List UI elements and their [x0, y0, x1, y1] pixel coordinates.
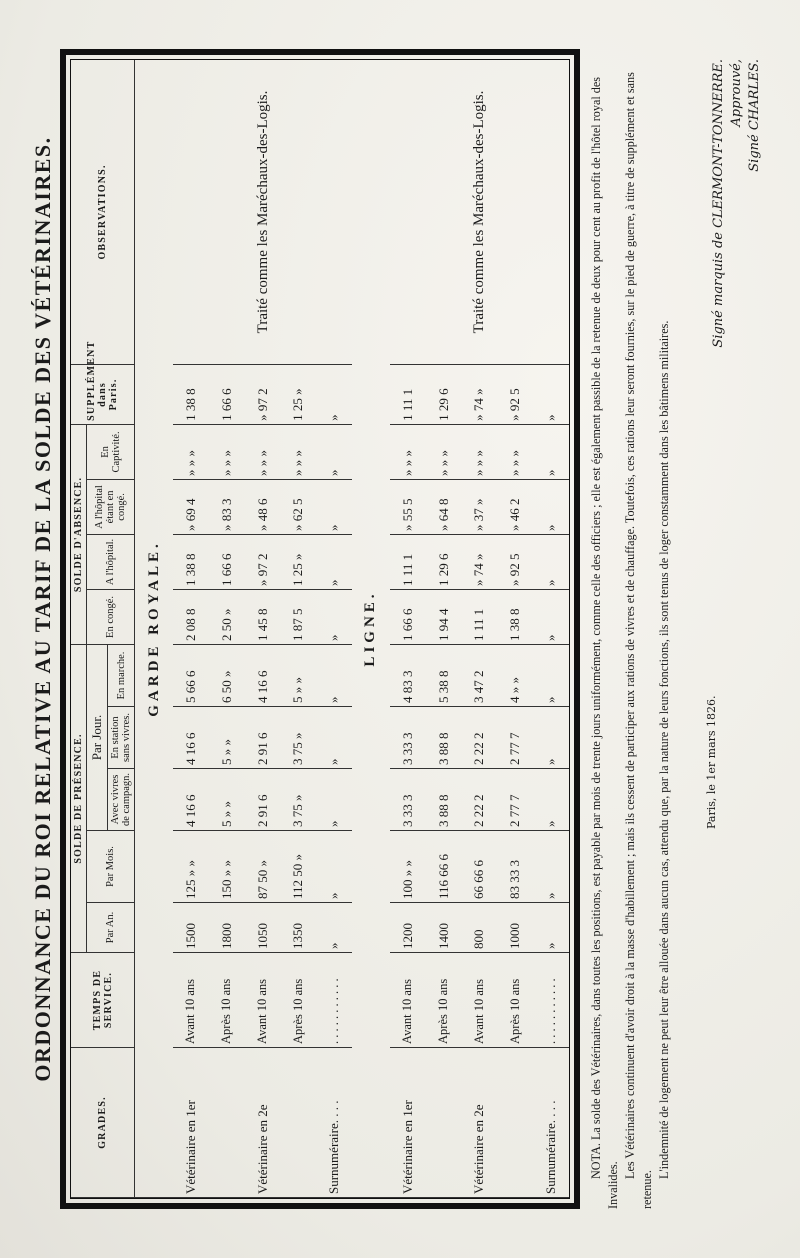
grade-cell: Surnuméraire. . . . — [533, 1048, 569, 1198]
mois-cell: 125 » » — [173, 831, 209, 903]
conge-cell: 2 50 » — [209, 589, 245, 644]
captivite-cell: » » » — [245, 424, 281, 479]
marche-cell: 5 » » — [281, 644, 317, 706]
hopital-cell: » 74 » — [461, 534, 497, 589]
mois-cell: 116 66 6 — [426, 831, 462, 903]
section-label: GARDE ROYALE. — [135, 60, 174, 1198]
station-cell: 4 16 6 — [173, 707, 209, 769]
service-cell: Avant 10 ans — [245, 953, 281, 1048]
avec-cell: 2 91 6 — [245, 769, 281, 831]
service-cell: Après 10 ans — [209, 953, 245, 1048]
an-cell: 1200 — [390, 903, 426, 953]
station-cell: 2 22 2 — [461, 707, 497, 769]
en-marche-header: En marche. — [108, 644, 135, 706]
hopital-cell: 1 11 1 — [390, 534, 426, 589]
a-hopital-header: A l'hôpital. — [87, 534, 135, 589]
presence-header: SOLDE DE PRÉSENCE. — [71, 644, 87, 952]
captivite-cell: » » » — [426, 424, 462, 479]
an-cell: » — [316, 903, 352, 953]
mois-cell: 87 50 » — [245, 831, 281, 903]
section-label: LIGNE. — [352, 60, 390, 1198]
captivite-cell: » — [533, 424, 569, 479]
table-row — [173, 60, 209, 1198]
a-hopital-conge-header: A l'hôpital étant en congé. — [87, 479, 135, 534]
absence-header: SOLDE D'ABSENCE. — [71, 424, 87, 644]
hopital-cell: » — [533, 534, 569, 589]
tariff-table-frame — [60, 49, 580, 1209]
avec-cell: 3 75 » — [281, 769, 317, 831]
conge-cell: 1 66 6 — [390, 589, 426, 644]
document-title: ORDONNANCE DU ROI RELATIVE AU TARIF DE LA SOLDE DES VÉTÉRINAIRES. — [30, 136, 55, 1082]
hop-conge-cell: » 37 » — [461, 479, 497, 534]
hopital-cell: » 92 5 — [497, 534, 533, 589]
supp-cell: 1 25 » — [281, 364, 317, 424]
signature-line: Signé CHARLES. — [747, 59, 762, 172]
marche-cell: 4 83 3 — [390, 644, 426, 706]
supp-cell: » — [533, 364, 569, 424]
station-cell: 3 88 8 — [426, 707, 462, 769]
tariff-table — [71, 60, 569, 1198]
observation-cell: Traité comme les Maréchaux-des-Logis. — [173, 60, 352, 364]
avec-cell: 5 » » — [209, 769, 245, 831]
service-cell: Après 10 ans — [281, 953, 317, 1048]
avec-cell: 2 77 7 — [497, 769, 533, 831]
station-cell: 3 75 » — [281, 707, 317, 769]
conge-cell: 1 38 8 — [497, 589, 533, 644]
hopital-cell: 1 25 » — [281, 534, 317, 589]
service-cell: Avant 10 ans — [461, 953, 497, 1048]
service-cell: . . . . . . . . . . . — [316, 953, 352, 1048]
marche-cell: 5 38 8 — [426, 644, 462, 706]
grade-cell — [281, 1048, 317, 1198]
service-cell: Avant 10 ans — [173, 953, 209, 1048]
grade-cell — [209, 1048, 245, 1198]
conge-cell: 2 08 8 — [173, 589, 209, 644]
par-mois-header: Par Mois. — [87, 831, 135, 903]
supp-cell: 1 66 6 — [209, 364, 245, 424]
supp-cell: » 92 5 — [497, 364, 533, 424]
avec-cell: 3 88 8 — [426, 769, 462, 831]
avec-cell: » — [316, 769, 352, 831]
signature-block — [710, 59, 764, 348]
hop-conge-cell: » 62 5 — [281, 479, 317, 534]
marche-cell: 6 50 » — [209, 644, 245, 706]
captivite-cell: » » » — [390, 424, 426, 479]
supp-cell: » 74 » — [461, 364, 497, 424]
captivite-cell: » » » — [461, 424, 497, 479]
mois-cell: 66 66 6 — [461, 831, 497, 903]
marche-cell: 5 66 6 — [173, 644, 209, 706]
hop-conge-cell: » — [316, 479, 352, 534]
par-jour-header: Par Jour. — [87, 644, 108, 830]
conge-cell: 1 45 8 — [245, 589, 281, 644]
grade-cell: Vétérinaire en 2e — [461, 1048, 497, 1198]
station-cell: 3 33 3 — [390, 707, 426, 769]
mois-cell: » — [316, 831, 352, 903]
station-cell: » — [316, 707, 352, 769]
grade-cell: Vétérinaire en 2e — [245, 1048, 281, 1198]
captivite-cell: » — [316, 424, 352, 479]
captivite-cell: » » » — [497, 424, 533, 479]
hopital-cell: » 97 2 — [245, 534, 281, 589]
grade-cell — [497, 1048, 533, 1198]
station-cell: 2 77 7 — [497, 707, 533, 769]
hopital-cell: 1 38 8 — [173, 534, 209, 589]
en-station-header: En station sans vivres. — [108, 707, 135, 769]
mois-cell: 150 » » — [209, 831, 245, 903]
hop-conge-cell: » 69 4 — [173, 479, 209, 534]
note-paragraph: NOTA. La solde des Vétérinaires, dans toutes les positions, est payable par mois de trente jours uniformément, comme celle des officiers ; elle est également passible de la retenue de deux pour cent au profit de l'hôtel royal des Invalides. — [589, 76, 620, 1209]
conge-cell: 1 87 5 — [281, 589, 317, 644]
en-captivite-header: En Captivité. — [87, 424, 135, 479]
avec-cell: 3 33 3 — [390, 769, 426, 831]
marche-cell: 4 » » — [497, 644, 533, 706]
an-cell: » — [533, 903, 569, 953]
grade-cell — [426, 1048, 462, 1198]
avec-cell: 4 16 6 — [173, 769, 209, 831]
hopital-cell: 1 66 6 — [209, 534, 245, 589]
conge-cell: » — [533, 589, 569, 644]
note-paragraph: Les Vétérinaires continuent d'avoir droit à la masse d'habillement ; mais ils cessent de participer aux rations de vivres et de chauffage. Toutefois, ces rations leur seront fournies, sur le pied de guerre, à titre de supplément et sans retenue. — [623, 72, 654, 1209]
signature-line: Approuvé, — [729, 59, 744, 127]
mois-cell: 112 50 » — [281, 831, 317, 903]
marche-cell: » — [316, 644, 352, 706]
marche-cell: 4 16 6 — [245, 644, 281, 706]
hop-conge-cell: » 64 8 — [426, 479, 462, 534]
supplement-header: SUPPLÉMENT dans Paris. — [71, 364, 135, 424]
rotated-content — [20, 29, 780, 1229]
table-body — [135, 60, 570, 1198]
hopital-cell: » — [316, 534, 352, 589]
signature-line: Signé marquis de CLERMONT-TONNERRE. — [711, 59, 726, 348]
hop-conge-cell: » 48 6 — [245, 479, 281, 534]
an-cell: 1000 — [497, 903, 533, 953]
avec-cell: » — [533, 769, 569, 831]
captivite-cell: » » » — [173, 424, 209, 479]
grade-cell: Surnuméraire. . . . — [316, 1048, 352, 1198]
marche-cell: 3 47 2 — [461, 644, 497, 706]
hop-conge-cell: » 55 5 — [390, 479, 426, 534]
supp-cell: 1 11 1 — [390, 364, 426, 424]
observations-header: OBSERVATIONS. — [71, 60, 135, 364]
an-cell: 1350 — [281, 903, 317, 953]
grade-cell: Vétérinaire en 1er — [173, 1048, 209, 1198]
conge-cell: 1 94 4 — [426, 589, 462, 644]
par-an-header: Par An. — [87, 903, 135, 953]
grade-cell: Vétérinaire en 1er — [390, 1048, 426, 1198]
station-cell: 5 » » — [209, 707, 245, 769]
service-cell: Après 10 ans — [426, 953, 462, 1048]
avec-cell: 2 22 2 — [461, 769, 497, 831]
section-row — [135, 60, 174, 1198]
header-row-1 — [71, 60, 87, 1198]
conge-cell: » — [316, 589, 352, 644]
avec-vivres-header: Avec vivres de campagn. — [108, 769, 135, 831]
mois-cell: » — [533, 831, 569, 903]
service-cell: Après 10 ans — [497, 953, 533, 1048]
an-cell: 1500 — [173, 903, 209, 953]
service-header: TEMPS DE SERVICE. — [71, 953, 135, 1048]
mois-cell: 83 33 3 — [497, 831, 533, 903]
en-conge-header: En congé. — [87, 589, 135, 644]
an-cell: 1400 — [426, 903, 462, 953]
note-paragraph: L'indemnité de logement ne peut leur être allouée dans aucun cas, attendu que, par la nature de leurs fonctions, ils sont tenus de loger constamment dans les bâtimens militaires. — [657, 320, 671, 1179]
station-cell: 2 91 6 — [245, 707, 281, 769]
supp-cell: » — [316, 364, 352, 424]
observation-cell: Traité comme les Maréchaux-des-Logis. — [390, 60, 569, 364]
supp-cell: » 97 2 — [245, 364, 281, 424]
hop-conge-cell: » 46 2 — [497, 479, 533, 534]
hop-conge-cell: » 83 3 — [209, 479, 245, 534]
marche-cell: » — [533, 644, 569, 706]
an-cell: 1800 — [209, 903, 245, 953]
supp-cell: 1 38 8 — [173, 364, 209, 424]
hop-conge-cell: » — [533, 479, 569, 534]
hopital-cell: 1 29 6 — [426, 534, 462, 589]
section-row — [352, 60, 390, 1198]
an-cell: 800 — [461, 903, 497, 953]
mois-cell: 100 » » — [390, 831, 426, 903]
conge-cell: 1 11 1 — [461, 589, 497, 644]
captivite-cell: » » » — [281, 424, 317, 479]
captivite-cell: » » » — [209, 424, 245, 479]
table-row — [390, 60, 426, 1198]
an-cell: 1050 — [245, 903, 281, 953]
notes-block — [588, 49, 673, 1209]
station-cell: » — [533, 707, 569, 769]
date-line: Paris, le 1er mars 1826. — [705, 695, 718, 829]
grades-header: GRADES. — [71, 1048, 135, 1198]
service-cell: . . . . . . . . . . . — [533, 953, 569, 1048]
service-cell: Avant 10 ans — [390, 953, 426, 1048]
supp-cell: 1 29 6 — [426, 364, 462, 424]
